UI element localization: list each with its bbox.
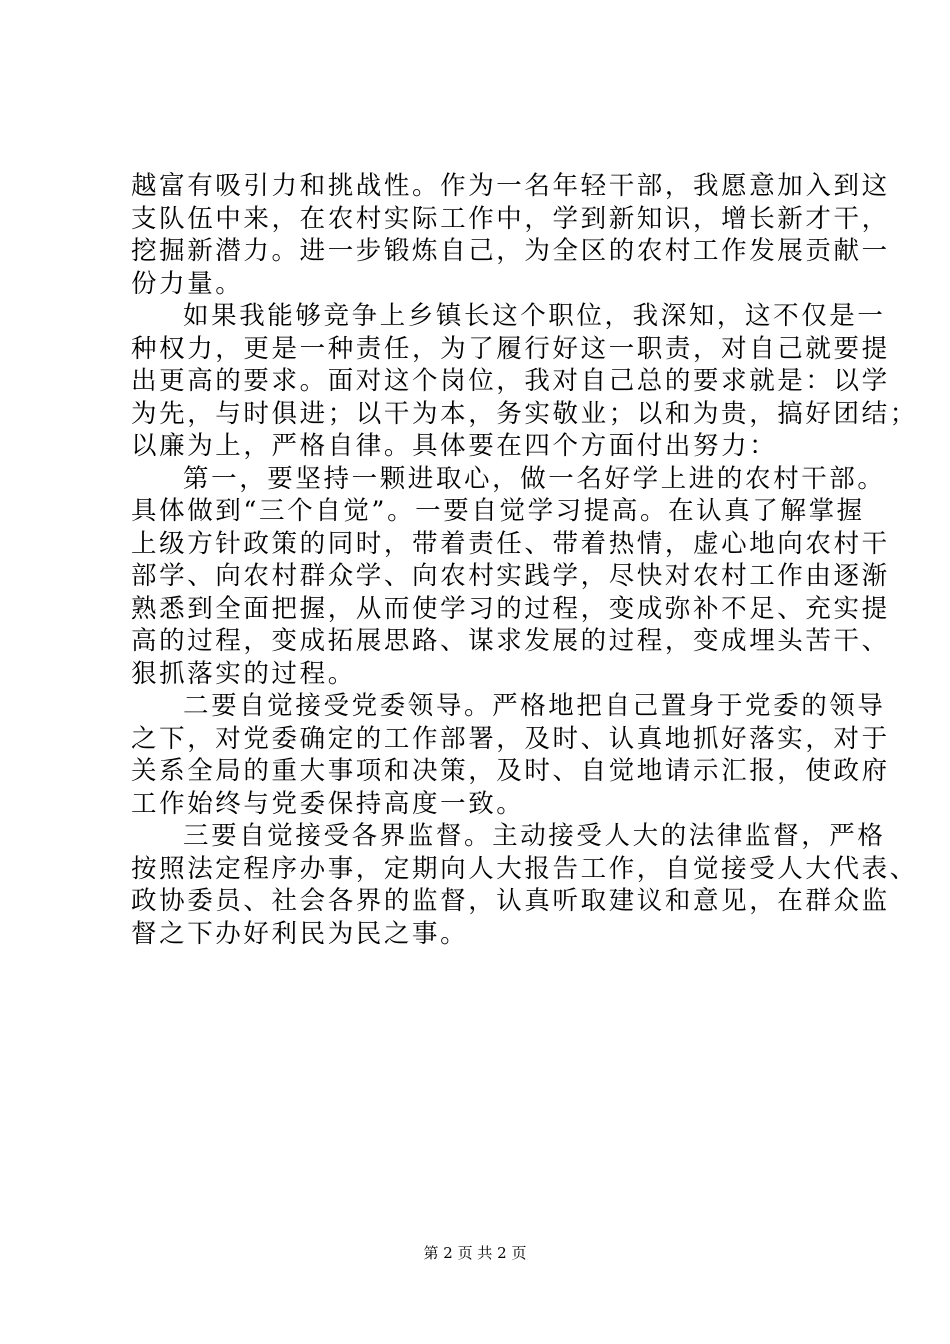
- text-line: 部学、向农村群众学、向农村实践学，尽快对农村工作由逐渐: [131, 561, 890, 591]
- text-line: 为先，与时俱进；以干为本，务实敬业；以和为贵，搞好团结；: [131, 398, 918, 429]
- text-line: 第一，要坚持一颗进取心，做一名好学上进的农村干部。: [183, 463, 886, 494]
- text-line: 按照法定程序办事，定期向人大报告工作，自觉接受人大代表、: [131, 853, 918, 884]
- text-line: 挖掘新潜力。进一步锻炼自己，为全区的农村工作发展贡献一: [131, 236, 890, 266]
- text-line: 关系全局的重大事项和决策，及时、自觉地请示汇报，使政府: [131, 756, 890, 786]
- text-line: 越富有吸引力和挑战性。作为一名年轻干部，我愿意加入到这: [131, 171, 890, 201]
- text-line: 工作始终与党委保持高度一致。: [131, 788, 525, 819]
- text-line: 种权力，更是一种责任，为了履行好这一职责，对自己就要提: [131, 333, 890, 364]
- document-body: [131, 170, 918, 950]
- text-line: 督之下办好利民为民之事。: [131, 918, 469, 949]
- paragraph: [131, 690, 890, 820]
- page-number: 第 2 页 共 2 页: [423, 1244, 527, 1262]
- text-line: 份力量。: [131, 268, 244, 299]
- text-line: 如果我能够竞争上乡镇长这个职位，我深知，这不仅是一: [183, 301, 886, 331]
- text-line: 二要自觉接受党委领导。严格地把自己置身于党委的领导: [183, 691, 886, 721]
- text-line: 高的过程，变成拓展思路、谋求发展的过程，变成埋头苦干、: [131, 626, 890, 656]
- paragraph: [131, 300, 918, 463]
- paragraph: [131, 820, 918, 950]
- text-line: 三要自觉接受各界监督。主动接受人大的法律监督，严格: [183, 821, 886, 851]
- paragraph: [131, 170, 890, 300]
- page-footer: [0, 1243, 950, 1263]
- text-line: 狠抓落实的过程。: [131, 658, 356, 689]
- text-line: 上级方针政策的同时，带着责任、带着热情，虚心地向农村干: [131, 528, 890, 559]
- text-line: 政协委员、社会各界的监督，认真听取建议和意见，在群众监: [131, 886, 890, 916]
- text-line: 出更高的要求。面对这个岗位，我对自己总的要求就是：以学: [131, 366, 890, 396]
- text-line: 熟悉到全面把握，从而使学习的过程，变成弥补不足、充实提: [131, 593, 890, 624]
- text-line: 以廉为上，严格自律。具体要在四个方面付出努力：: [131, 431, 778, 461]
- text-line: 具体做到“三个自觉”。一要自觉学习提高。在认真了解掌握: [131, 496, 865, 526]
- text-line: 支队伍中来，在农村实际工作中，学到新知识，增长新才干，: [131, 203, 890, 234]
- text-line: 之下，对党委确定的工作部署，及时、认真地抓好落实，对于: [131, 723, 890, 754]
- paragraph: [131, 463, 890, 691]
